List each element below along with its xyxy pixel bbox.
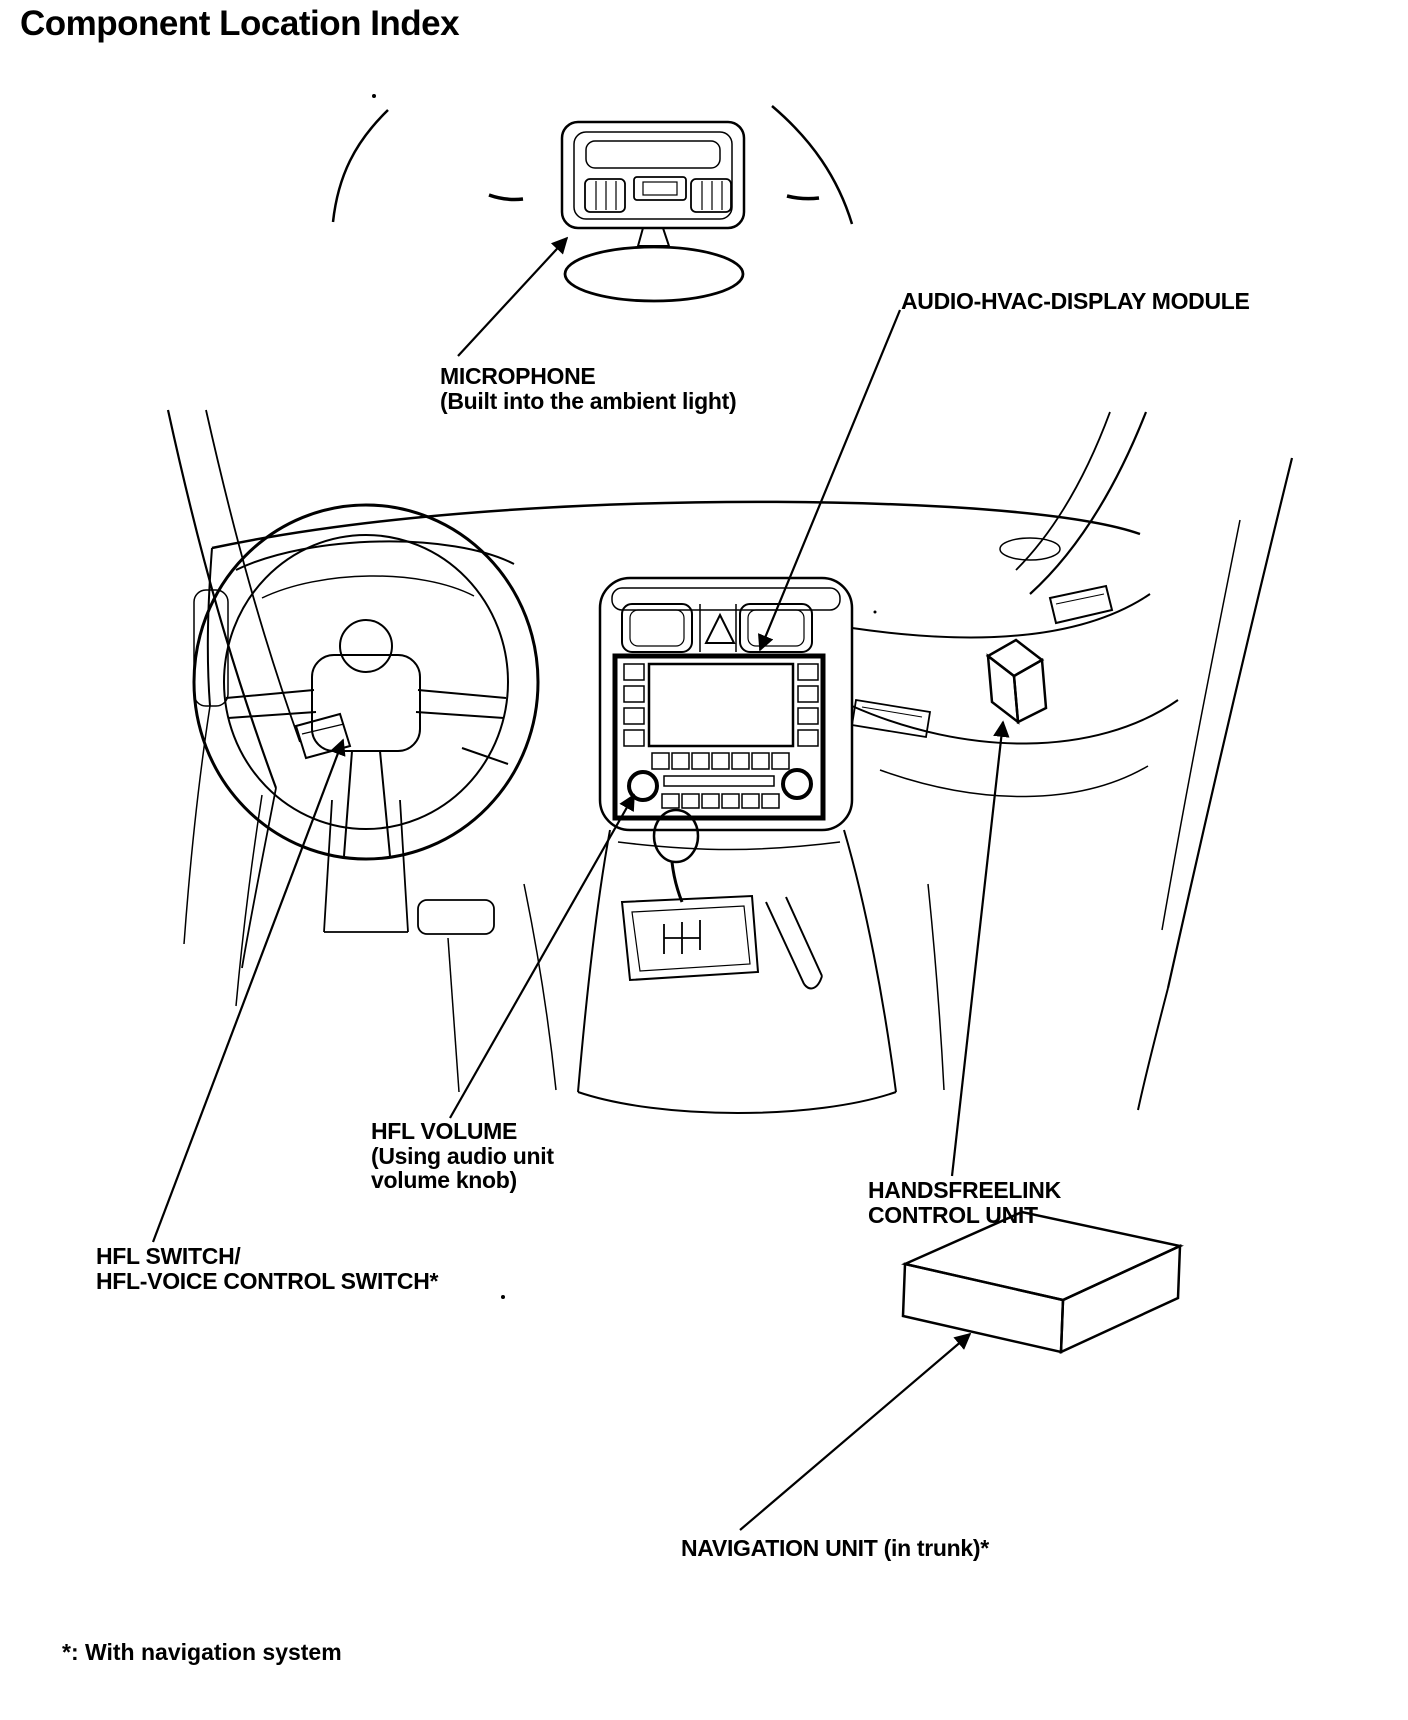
- center-stack-drawing: [600, 578, 852, 830]
- navigation-unit-label: [681, 1536, 989, 1561]
- footnote: *: With navigation system: [62, 1639, 342, 1665]
- microphone-label-name: MICROPHONE: [440, 363, 596, 389]
- handsfreelink-control-unit-label: [868, 1178, 1061, 1227]
- audio-hvac-display-module-label: [901, 289, 1250, 314]
- navigation-unit-label-name: NAVIGATION UNIT (in trunk)*: [681, 1535, 989, 1561]
- page-title: Component Location Index: [20, 4, 460, 43]
- overhead-console-drawing: [333, 106, 852, 246]
- microphone-label-note: (Built into the ambient light): [440, 387, 737, 414]
- cabin-frame-drawing: [168, 94, 1292, 1299]
- hfl-volume-label-name: HFL VOLUME: [371, 1118, 518, 1144]
- hfl-volume-label-note-line2: volume knob): [371, 1167, 517, 1193]
- navigation-unit-leader-arrow: [740, 1334, 970, 1530]
- microphone-label: [440, 364, 736, 413]
- handsfreelink-leader-arrow: [952, 722, 1003, 1176]
- hfl-switch-label-line1: HFL SWITCH/: [96, 1243, 241, 1269]
- microphone-leader-arrow: [458, 238, 567, 356]
- center-console-drawing: [578, 810, 896, 1113]
- hfl-switch-label-line2: HFL-VOICE CONTROL SWITCH*: [96, 1267, 439, 1294]
- hfl-volume-label: [371, 1119, 554, 1193]
- hfl-volume-label-note-line1: (Using audio unit: [371, 1142, 554, 1169]
- hfl-switch-leader-arrow: [153, 740, 343, 1242]
- handsfreelink-unit-drawing: [988, 640, 1046, 722]
- handsfreelink-control-unit-label-line1: HANDSFREELINK: [868, 1177, 1061, 1203]
- audio-hvac-display-module-label-name: AUDIO-HVAC-DISPLAY MODULE: [901, 288, 1250, 314]
- leader-arrows: [153, 238, 1003, 1530]
- handsfreelink-control-unit-label-line2: CONTROL UNIT: [868, 1201, 1038, 1228]
- audio-hvac-leader-arrow: [760, 310, 900, 650]
- hfl-volume-leader-arrow: [450, 795, 634, 1118]
- navigation-unit-box-drawing: [903, 1212, 1180, 1352]
- hfl-switch-label: [96, 1244, 438, 1293]
- rearview-mirror-drawing: [565, 247, 743, 301]
